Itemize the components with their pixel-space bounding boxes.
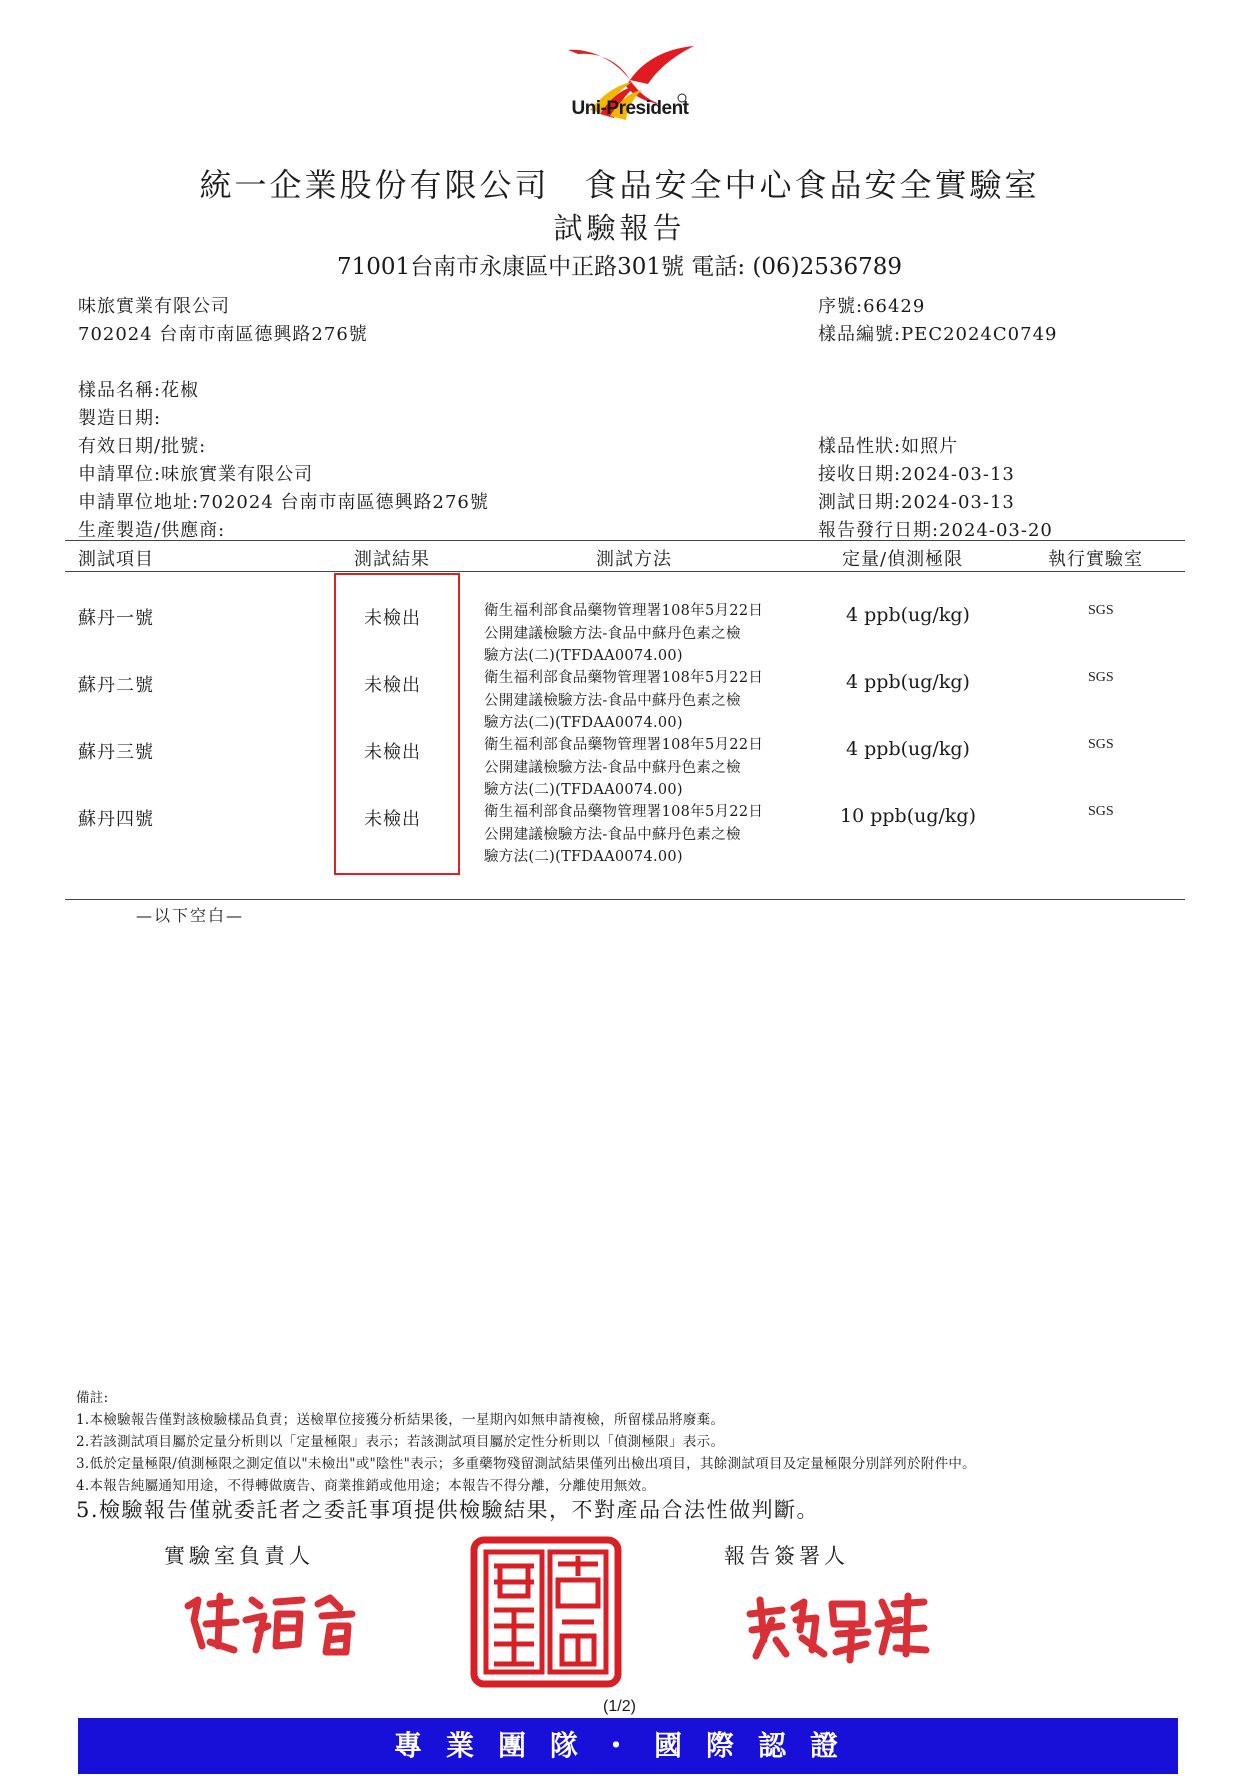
row-method: 衛生福利部食品藥物管理署108年5月22日 公開建議檢驗方法-食品中蘇丹色素之檢 驗方法(二)(TFDAA0074.00) <box>484 804 764 865</box>
row-result: 未檢出 <box>364 809 421 830</box>
row-lab: SGS <box>1088 804 1114 819</box>
row-limit: 10 ppb(ug/kg) <box>840 805 977 827</box>
table-header-rule <box>65 571 1185 572</box>
applicant: 申請單位:味旅實業有限公司 <box>78 464 314 485</box>
test-date: 測試日期:2024-03-13 <box>818 492 1015 513</box>
row-limit: 4 ppb(ug/kg) <box>846 738 970 760</box>
row-limit: 4 ppb(ug/kg) <box>846 671 970 693</box>
row-lab: SGS <box>1088 603 1114 618</box>
row-result: 未檢出 <box>364 608 421 629</box>
signer-signature <box>742 1590 932 1666</box>
applicant-address: 申請單位地址:702024 台南市南區德興路276號 <box>78 492 489 513</box>
row-result: 未檢出 <box>364 742 421 763</box>
note-5: 5.檢驗報告僅就委託者之委託事項提供檢驗結果，不對產品合法性做判斷。 <box>76 1498 820 1522</box>
org-title: 統一企業股份有限公司 食品安全中心食品安全實驗室 <box>199 166 1040 204</box>
row-limit: 4 ppb(ug/kg) <box>846 604 970 626</box>
table-bottom-rule <box>65 899 1185 900</box>
lab-address-line: 71001台南市永康區中正路301號 電話: (06)2536789 <box>336 254 903 280</box>
row-lab: SGS <box>1088 737 1114 752</box>
note-3: 3.低於定量極限/偵測極限之測定值以"未檢出"或"陰性"表示；多重藥物殘留測試結果僅列出檢出項目，其餘測試項目及定量極限分別詳列於附件中。 <box>76 1456 976 1472</box>
row-item: 蘇丹二號 <box>78 675 154 696</box>
row-item: 蘇丹四號 <box>78 809 154 830</box>
row-item: 蘇丹三號 <box>78 742 154 763</box>
header-test-item: 測試項目 <box>78 549 154 570</box>
lab-seal <box>470 1536 622 1688</box>
note-4: 4.本報告純屬通知用途，不得轉做廣告、商業推銷或他用途；本報告不得分離，分離使用無效。 <box>76 1478 656 1494</box>
lab-head-signature <box>180 1586 380 1666</box>
page-number: (1/2) <box>603 1698 636 1715</box>
header-limit: 定量/偵測極限 <box>842 549 964 570</box>
notes-title: 備註: <box>76 1390 109 1406</box>
expiry-batch: 有效日期/批號: <box>78 436 207 457</box>
manufacture-date: 製造日期: <box>78 408 162 429</box>
row-lab: SGS <box>1088 670 1114 685</box>
sample-state: 樣品性狀:如照片 <box>818 436 959 457</box>
logo-text: Uni-President <box>571 98 689 119</box>
row-method: 衛生福利部食品藥物管理署108年5月22日 公開建議檢驗方法-食品中蘇丹色素之檢 驗方法(二)(TFDAA0074.00) <box>484 670 764 731</box>
sample-name: 樣品名稱:花椒 <box>78 380 200 401</box>
serial-number: 序號:66429 <box>818 296 926 317</box>
row-result: 未檢出 <box>364 675 421 696</box>
header-test-method: 測試方法 <box>596 549 672 570</box>
report-title: 試驗報告 <box>553 211 686 245</box>
client-address: 702024 台南市南區德興路276號 <box>78 324 368 345</box>
lab-head-title: 實驗室負責人 <box>164 1544 314 1568</box>
header-lab: 執行實驗室 <box>1048 549 1143 570</box>
received-date: 接收日期:2024-03-13 <box>818 464 1015 485</box>
note-1: 1.本檢驗報告僅對該檢驗樣品負責；送檢單位接獲分析結果後，一星期內如無申請複檢，所留樣品將廢棄。 <box>76 1412 725 1428</box>
issue-date: 報告發行日期:2024-03-20 <box>818 520 1053 541</box>
note-2: 2.若該測試項目屬於定量分析則以「定量極限」表示；若該測試項目屬於定性分析則以「偵測極限」表示。 <box>76 1434 725 1450</box>
row-item: 蘇丹一號 <box>78 608 154 629</box>
row-method: 衛生福利部食品藥物管理署108年5月22日 公開建議檢驗方法-食品中蘇丹色素之檢 驗方法(二)(TFDAA0074.00) <box>484 737 764 798</box>
sample-number: 樣品編號:PEC2024C0749 <box>818 324 1058 345</box>
row-method: 衛生福利部食品藥物管理署108年5月22日 公開建議檢驗方法-食品中蘇丹色素之檢 驗方法(二)(TFDAA0074.00) <box>484 603 764 664</box>
footer-banner: 專業團隊・國際認證 <box>78 1718 1178 1774</box>
client-name: 味旅實業有限公司 <box>78 296 230 317</box>
table-top-rule <box>65 540 1185 541</box>
header-test-result: 測試結果 <box>354 549 430 570</box>
blank-below-note: —以下空白— <box>136 906 245 925</box>
signer-title: 報告簽署人 <box>724 1544 849 1568</box>
producer: 生產製造/供應商: <box>78 520 226 541</box>
